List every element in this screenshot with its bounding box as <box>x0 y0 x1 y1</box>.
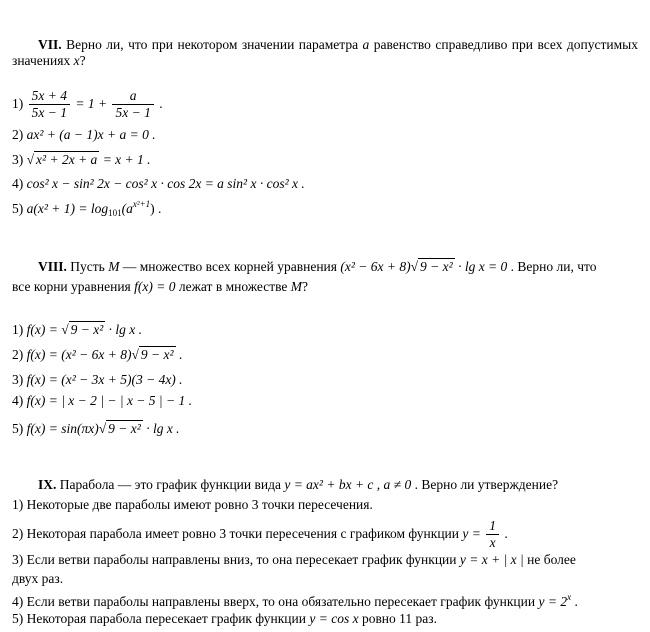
item-number: 5) <box>12 201 24 216</box>
denominator: x <box>489 535 496 551</box>
equation: f(x) = (x² − 3x + 5)(3 − 4x) . <box>26 372 183 387</box>
equation-part: (x² − 6x + 8) <box>340 259 411 274</box>
section-8-intro <box>38 259 597 275</box>
equation-part: f(x) = <box>26 322 62 337</box>
section-9-heading: IX. <box>38 477 57 492</box>
item-number: 4) <box>12 176 24 191</box>
log-base: 101 <box>108 208 122 218</box>
set-m: M <box>290 279 303 294</box>
equation: y = 2 <box>538 594 568 609</box>
set-m: M <box>108 259 120 274</box>
sqrt: √ 9 − x² <box>410 259 453 274</box>
text: 5) Некоторая парабола пересекает график функции <box>12 611 310 626</box>
radicand: x² + 2x + a <box>36 152 98 167</box>
section-7-text-b: равенство справедливо при всех допустимых значениях <box>12 37 638 69</box>
radicand: 9 − x² <box>70 322 104 337</box>
equation-end: ) . <box>150 201 162 216</box>
equation: y = ax² + bx + c , a ≠ 0 <box>284 477 412 492</box>
equation-end: . <box>500 525 508 541</box>
s8-item-4 <box>12 393 192 409</box>
s8-item-1 <box>12 322 142 338</box>
s9-item-2 <box>12 518 508 551</box>
item-number: 2) <box>12 347 24 362</box>
section-7-heading: VII. <box>38 37 62 52</box>
section-9-text-b: . Верно ли утверждение? <box>411 477 559 492</box>
s9-item-1: 1) Некоторые две параболы имеют ровно 3 точки пересечения. <box>12 497 373 512</box>
equation: ax² + (a − 1)x + a = 0 . <box>26 127 156 142</box>
equation: y = cos x <box>309 611 359 626</box>
section-9-text-a: Парабола — это график функции вида <box>56 477 285 492</box>
s7-item-4 <box>12 176 305 192</box>
equation-part: = x + 1 . <box>99 152 151 167</box>
equation: y = <box>462 525 485 541</box>
text: 3) Если ветви параболы направлены вниз, то она пересекает график функции <box>12 552 460 567</box>
question-mark: ? <box>302 279 309 294</box>
equation: f(x) = | x − 2 | − | x − 5 | − 1 . <box>26 393 192 408</box>
denominator: 5x − 1 <box>115 105 151 121</box>
equation: f(x) = 0 <box>134 279 176 294</box>
s9-item-4 <box>12 592 578 610</box>
item-number: 5) <box>12 421 24 436</box>
variable-x: x <box>73 53 80 69</box>
s9-item-3-cont: двух раз. <box>12 571 64 586</box>
sqrt: √ 9 − x² <box>131 347 174 362</box>
equation: cos² x − sin² 2x − cos² x · cos 2x = a sin² x · cos² x . <box>26 176 305 191</box>
equation: y = x + | x | <box>459 552 524 567</box>
section-7-text-a: Верно ли, что при некотором значении параметра <box>61 37 363 52</box>
item-number: 3) <box>12 152 24 167</box>
section-8-text-b: — множество всех корней уравнения <box>119 259 341 274</box>
item-number: 4) <box>12 393 24 408</box>
text: 2) Некоторая парабола имеет ровно 3 точки пересечения с графиком функции <box>12 525 463 541</box>
section-8-heading: VIII. <box>38 259 67 274</box>
equation-part: = 1 + <box>71 95 111 111</box>
s7-item-3 <box>12 152 151 168</box>
equation-end: . <box>571 594 578 609</box>
equation-part: · lg x . <box>105 322 143 337</box>
text: 4) Если ветви параболы направлены вверх, то она обязательно пересекает график функции <box>12 594 539 609</box>
text: лежат в множестве <box>175 279 291 294</box>
item-number: 3) <box>12 372 24 387</box>
equation-part: a(x² + 1) = log <box>26 201 109 216</box>
fraction <box>486 518 499 551</box>
section-8-text-c: . Верно ли, что <box>507 259 597 274</box>
item-number: 1) <box>12 322 24 337</box>
text: все корни уравнения <box>12 279 135 294</box>
s8-item-3 <box>12 372 183 388</box>
fraction <box>29 88 70 121</box>
s9-item-5 <box>12 611 437 627</box>
question-mark: ? <box>79 53 86 69</box>
section-9-intro <box>38 477 558 493</box>
radicand: 9 − x² <box>420 259 453 274</box>
item-number: 1) <box>12 95 24 111</box>
denominator: 5x − 1 <box>31 105 67 121</box>
section-8-line-2 <box>12 279 308 295</box>
text: не более <box>523 552 576 567</box>
section-8-text-a: Пусть <box>66 259 109 274</box>
s7-item-2 <box>12 127 156 143</box>
radicand: 9 − x² <box>108 421 141 436</box>
s8-item-5 <box>12 421 180 437</box>
equation-part: · lg x = 0 <box>454 259 508 274</box>
s8-item-2 <box>12 347 182 363</box>
fraction <box>112 88 153 121</box>
exponent: x <box>567 592 572 602</box>
s7-item-5 <box>12 199 161 219</box>
numerator: 1 <box>486 518 499 535</box>
equation-part: · lg x . <box>142 421 180 436</box>
radicand: 9 − x² <box>140 347 174 362</box>
text: ровно 11 раз. <box>358 611 437 626</box>
numerator: a <box>112 88 153 105</box>
section-7-intro <box>12 37 638 69</box>
parameter-a: a <box>362 37 370 52</box>
sqrt: √ x² + 2x + a <box>26 152 98 167</box>
item-number: 2) <box>12 127 24 142</box>
exponent: x²+1 <box>132 199 151 209</box>
equation-end: . <box>155 95 163 111</box>
equation-part: (a <box>121 201 133 216</box>
sqrt: √ 9 − x² <box>98 421 141 436</box>
s9-item-3 <box>12 552 576 568</box>
sqrt: √ 9 − x² <box>61 322 104 337</box>
s7-item-1 <box>12 88 163 121</box>
equation-end: . <box>175 347 183 362</box>
equation-part: f(x) = (x² − 6x + 8) <box>26 347 132 362</box>
numerator: 5x + 4 <box>29 88 70 105</box>
equation-part: f(x) = sin(πx) <box>26 421 99 436</box>
